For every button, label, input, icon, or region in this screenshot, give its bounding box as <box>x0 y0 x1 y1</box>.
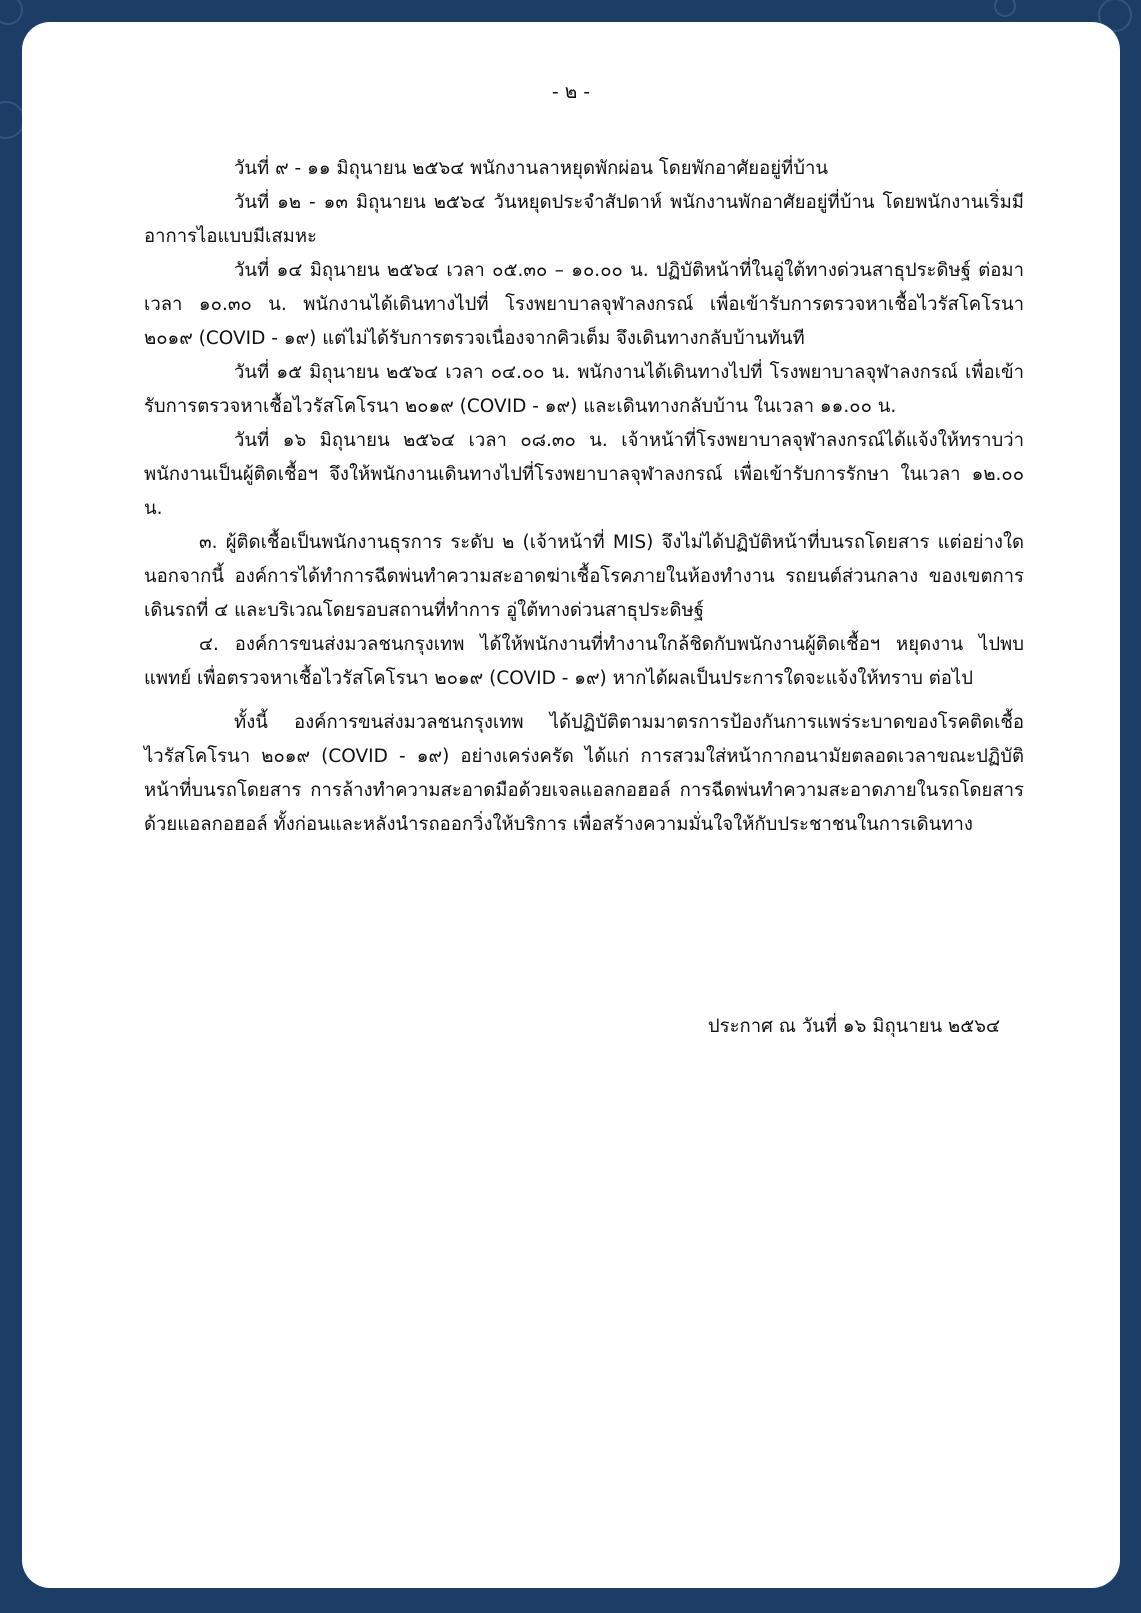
numbered-item-3: ๓. ผู้ติดเชื้อเป็นพนักงานธุรการ ระดับ ๒ (เจ้าหน้าที่ MIS) จึงไม่ได้ปฏิบัติหน้าที่บนรถโดยสาร แต่อย่างใด นอกจากนี้ องค์การได้ทำการฉีดพ่นทำความสะอาดฆ่าเชื้อโรคภายในห้องทำงาน รถยนต์ส่วนกลาง ของเขตการเดินรถที่ ๔ และบริเวณโดยรอบสถานที่ทำการ อู่ใต้ทางด่วนสาธุประดิษฐ์ <box>144 532 1024 621</box>
paragraph-jun-9-11: วันที่ ๙ - ๑๑ มิถุนายน ๒๕๖๔ พนักงานลาหยุดพักผ่อน โดยพักอาศัยอยู่ที่บ้าน <box>234 158 829 179</box>
closing-paragraph: ทั้งนี้ องค์การขนส่งมวลชนกรุงเทพ ได้ปฏิบัติตามมาตรการป้องกันการแพร่ระบาดของโรคติดเชื้อไวรัสโคโรนา ๒๐๑๙ (COVID - ๑๙) อย่างเคร่งครัด ได้แก่ การสวมใส่หน้ากากอนามัยตลอดเวลาขณะปฏิบัติหน้าที่บนรถโดยสาร การล้างทำความสะอาดมือด้วยเจลแอลกอฮอล์ การฉีดพ่นทำความสะอาดภายในรถโดยสารด้วยแอลกอฮอล์ ทั้งก่อนและหลังนำรถออกวิ่งให้บริการ เพื่อสร้างความมั่นใจให้กับประชาชนในการเดินทาง <box>144 712 1024 835</box>
numbered-item-4: ๔. องค์การขนส่งมวลชนกรุงเทพ ได้ให้พนักงานที่ทำงานใกล้ชิดกับพนักงานผู้ติดเชื้อฯ หยุดงาน ไปพบแพทย์ เพื่อตรวจหาเชื้อไวรัสโคโรนา ๒๐๑๙ (COVID - ๑๙) หากได้ผลเป็นประการใดจะแจ้งให้ทราบ ต่อไป <box>144 634 1024 689</box>
document-page <box>22 22 1120 1588</box>
document-body <box>144 152 1024 842</box>
paragraph-jun-16: วันที่ ๑๖ มิถุนายน ๒๕๖๔ เวลา ๐๘.๓๐ น. เจ้าหน้าที่โรงพยาบาลจุฬาลงกรณ์ได้แจ้งให้ทราบว่า พนักงานเป็นผู้ติดเชื้อฯ จึงให้พนักงานเดินทางไปที่โรงพยาบาลจุฬาลงกรณ์ เพื่อเข้ารับการรักษา ในเวลา ๑๒.๐๐ น. <box>144 430 1024 519</box>
page-number: - ๒ - <box>551 81 591 103</box>
paragraph-jun-12-13: วันที่ ๑๒ - ๑๓ มิถุนายน ๒๕๖๔ วันหยุดประจำสัปดาห์ พนักงานพักอาศัยอยู่ที่บ้าน โดยพนักงานเริ่มมีอาการไอแบบมีเสมหะ <box>144 192 1024 247</box>
paragraph-jun-15: วันที่ ๑๕ มิถุนายน ๒๕๖๔ เวลา ๐๔.๐๐ น. พนักงานได้เดินทางไปที่ โรงพยาบาลจุฬาลงกรณ์ เพื่อเข้ารับการตรวจหาเชื้อไวรัสโคโรนา ๒๐๑๙ (COVID - ๑๙) และเดินทางกลับบ้าน ในเวลา ๑๑.๐๐ น. <box>144 362 1024 417</box>
announcement-date: ประกาศ ณ วันที่ ๑๖ มิถุนายน ๒๕๖๔ <box>707 1016 1000 1037</box>
paragraph-jun-14: วันที่ ๑๔ มิถุนายน ๒๕๖๔ เวลา ๐๕.๓๐ – ๑๐.๐๐ น. ปฏิบัติหน้าที่ในอู่ใต้ทางด่วนสาธุประดิษฐ์ ต่อมาเวลา ๑๐.๓๐ น. พนักงานได้เดินทางไปที่ โรงพยาบาลจุฬาลงกรณ์ เพื่อเข้ารับการตรวจหาเชื้อไวรัสโคโรนา ๒๐๑๙ (COVID - ๑๙) แต่ไม่ได้รับการตรวจเนื่องจากคิวเต็ม จึงเดินทางกลับบ้านทันที <box>144 260 1024 349</box>
